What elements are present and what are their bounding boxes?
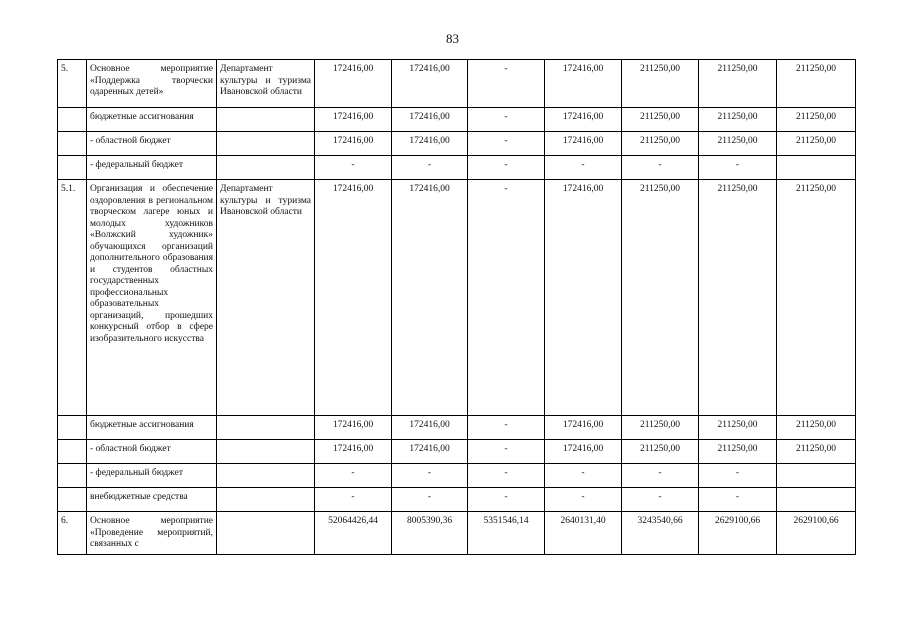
measure-name: - федеральный бюджет: [87, 464, 217, 488]
measure-name: - областной бюджет: [87, 440, 217, 464]
department: [217, 512, 315, 555]
value-cell: -: [468, 60, 545, 108]
value-cell: -: [315, 156, 392, 180]
value-cell: [777, 464, 856, 488]
value-cell: 211250,00: [777, 108, 856, 132]
value-cell: 211250,00: [699, 416, 777, 440]
department: Департамент культуры и туризма Ивановской области: [217, 60, 315, 108]
value-cell: 172416,00: [392, 60, 468, 108]
department: [217, 464, 315, 488]
measure-name: внебюджетные средства: [87, 488, 217, 512]
value-cell: 211250,00: [699, 60, 777, 108]
row-number: 5.: [58, 60, 87, 108]
page-number: 83: [446, 31, 459, 46]
value-cell: -: [392, 464, 468, 488]
value-cell: -: [468, 488, 545, 512]
value-cell: 211250,00: [777, 60, 856, 108]
table-row-5: [58, 60, 856, 108]
value-cell: 172416,00: [545, 180, 622, 416]
value-cell: 172416,00: [392, 440, 468, 464]
value-cell: -: [468, 440, 545, 464]
table-row-6: [58, 512, 856, 555]
value-cell: -: [468, 132, 545, 156]
value-cell: -: [545, 156, 622, 180]
table-row: [58, 108, 856, 132]
value-cell: -: [468, 416, 545, 440]
value-cell: -: [622, 156, 699, 180]
value-cell: -: [622, 488, 699, 512]
value-cell: 2629100,66: [777, 512, 856, 555]
value-cell: 211250,00: [622, 180, 699, 416]
table-row-5-1: [58, 180, 856, 416]
measure-name: - областной бюджет: [87, 132, 217, 156]
department: [217, 156, 315, 180]
measure-name: - федеральный бюджет: [87, 156, 217, 180]
table-row: [58, 464, 856, 488]
measure-name: Основное мероприятие «Поддержка творчески одаренных детей»: [87, 60, 217, 108]
value-cell: 211250,00: [622, 132, 699, 156]
value-cell: 172416,00: [545, 108, 622, 132]
value-cell: 5351546,14: [468, 512, 545, 555]
value-cell: -: [468, 180, 545, 416]
value-cell: 172416,00: [545, 440, 622, 464]
row-number: 5.1.: [58, 180, 87, 416]
value-cell: 211250,00: [699, 180, 777, 416]
value-cell: 211250,00: [622, 108, 699, 132]
value-cell: 2629100,66: [699, 512, 777, 555]
department: [217, 440, 315, 464]
value-cell: -: [315, 464, 392, 488]
row-number: [58, 488, 87, 512]
value-cell: 211250,00: [777, 132, 856, 156]
value-cell: 211250,00: [699, 440, 777, 464]
value-cell: -: [622, 464, 699, 488]
value-cell: 172416,00: [545, 60, 622, 108]
table-row: [58, 416, 856, 440]
value-cell: 172416,00: [545, 416, 622, 440]
value-cell: -: [392, 488, 468, 512]
value-cell: 211250,00: [699, 132, 777, 156]
table-row: [58, 488, 856, 512]
department: [217, 416, 315, 440]
value-cell: -: [315, 488, 392, 512]
value-cell: 2640131,40: [545, 512, 622, 555]
value-cell: 172416,00: [315, 180, 392, 416]
row-number: [58, 440, 87, 464]
value-cell: 172416,00: [315, 440, 392, 464]
department: [217, 108, 315, 132]
value-cell: 172416,00: [315, 108, 392, 132]
table-row: [58, 156, 856, 180]
table-row: [58, 440, 856, 464]
row-number: [58, 156, 87, 180]
value-cell: -: [468, 464, 545, 488]
value-cell: -: [392, 156, 468, 180]
row-number: [58, 416, 87, 440]
department: [217, 488, 315, 512]
value-cell: 52064426,44: [315, 512, 392, 555]
row-number: [58, 464, 87, 488]
value-cell: 172416,00: [392, 416, 468, 440]
value-cell: 172416,00: [545, 132, 622, 156]
value-cell: 211250,00: [777, 440, 856, 464]
value-cell: 211250,00: [622, 440, 699, 464]
measure-name: Основное мероприятие «Проведение мероприятий, связанных с: [87, 512, 217, 555]
department: [217, 132, 315, 156]
value-cell: 211250,00: [622, 416, 699, 440]
value-cell: 3243540,66: [622, 512, 699, 555]
value-cell: 211250,00: [777, 416, 856, 440]
value-cell: -: [699, 488, 777, 512]
value-cell: -: [699, 156, 777, 180]
value-cell: 172416,00: [315, 416, 392, 440]
budget-table: [57, 59, 856, 555]
value-cell: 211250,00: [699, 108, 777, 132]
measure-name: Организация и обеспечение оздоровления в региональном творческом лагере юных и молодых художников «Волжский художник» обучающихся организаций дополнительного образования и студентов областных государственных профессиональных образовательных организаций, прошедших конкурсный отбор в сфере изобразительного искусства: [87, 180, 217, 416]
row-number: [58, 132, 87, 156]
measure-name: бюджетные ассигнования: [87, 108, 217, 132]
row-number: [58, 108, 87, 132]
value-cell: 211250,00: [777, 180, 856, 416]
value-cell: [777, 488, 856, 512]
measure-name: бюджетные ассигнования: [87, 416, 217, 440]
value-cell: 211250,00: [622, 60, 699, 108]
value-cell: -: [545, 488, 622, 512]
value-cell: -: [468, 156, 545, 180]
value-cell: [777, 156, 856, 180]
value-cell: 172416,00: [392, 180, 468, 416]
value-cell: 172416,00: [315, 132, 392, 156]
value-cell: 172416,00: [315, 60, 392, 108]
table-row: [58, 132, 856, 156]
value-cell: -: [545, 464, 622, 488]
value-cell: 172416,00: [392, 108, 468, 132]
value-cell: -: [699, 464, 777, 488]
row-number: 6.: [58, 512, 87, 555]
department: Департамент культуры и туризма Ивановской области: [217, 180, 315, 416]
value-cell: 8005390,36: [392, 512, 468, 555]
value-cell: 172416,00: [392, 132, 468, 156]
value-cell: -: [468, 108, 545, 132]
